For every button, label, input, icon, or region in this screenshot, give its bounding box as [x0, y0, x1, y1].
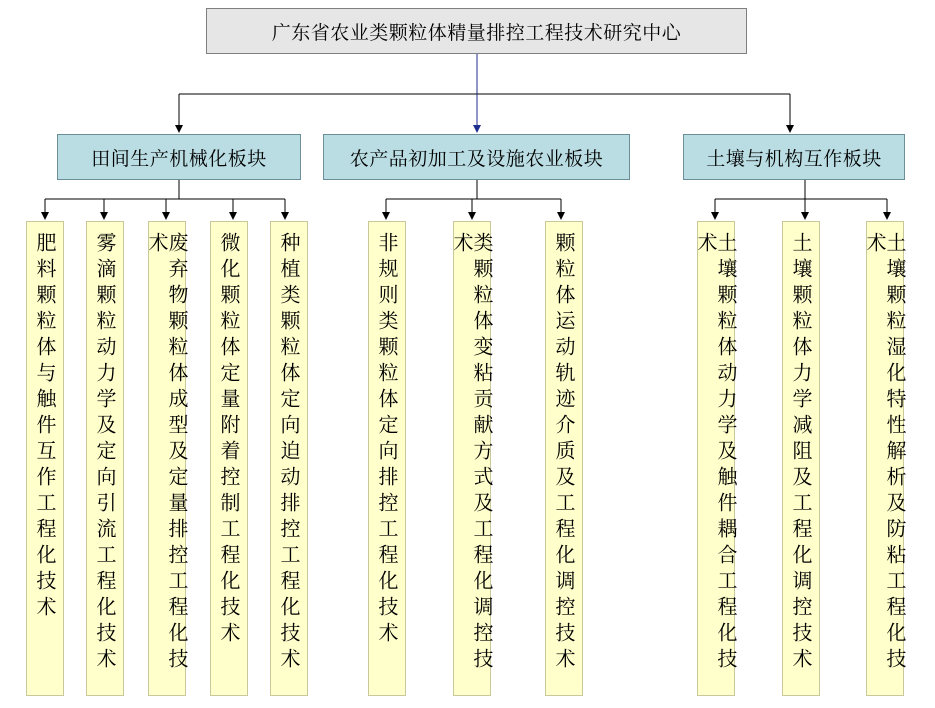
leaf-node: [86, 221, 124, 696]
leaf-label: 非规则类颗粒体定向排控工程化技术: [375, 232, 399, 648]
leaf-label: 种植类颗粒体定向迫动排控工程化技术: [277, 232, 301, 674]
leaf-label: 土壤颗粒湿化特性解析及防粘工程化技术: [863, 232, 907, 674]
leaf-node: [782, 221, 820, 696]
leaf-label: 类颗粒体变粘贡献方式及工程化调控技术: [450, 232, 494, 674]
leaf-node: [210, 221, 248, 696]
leaf-node: [694, 221, 738, 696]
leaf-label: 微化颗粒体定量附着控制工程化技术: [217, 232, 241, 648]
leaf-node: [368, 221, 406, 696]
leaf-node: [450, 221, 494, 696]
leaf-label: 废弃物颗粒体成型及定量排控工程化技术: [145, 232, 189, 674]
leaf-node: [863, 221, 907, 696]
sector-label: 农产品初加工及设施农业板块: [349, 147, 604, 170]
root-title: 广东省农业类颗粒体精量排控工程技术研究中心: [271, 21, 682, 44]
leaf-label: 雾滴颗粒动力学及定向引流工程化技术: [93, 232, 117, 674]
root-node: [206, 8, 747, 54]
sector-node-field-mechanization: [57, 134, 301, 180]
leaf-label: 土壤颗粒体力学减阻及工程化调控技术: [789, 232, 813, 674]
sector-node-primary-processing: [323, 134, 630, 180]
leaf-label: 颗粒体运动轨迹介质及工程化调控技术: [552, 232, 576, 674]
leaf-node: [270, 221, 308, 696]
leaf-node: [545, 221, 583, 696]
leaf-node: [145, 221, 189, 696]
leaf-label: 土壤颗粒体动力学及触件耦合工程化技术: [694, 232, 738, 674]
leaf-label: 肥料颗粒体与触件互作工程化技术: [33, 232, 57, 622]
leaf-node: [26, 221, 64, 696]
sector-label: 土壤与机构互作板块: [706, 147, 882, 170]
sector-node-soil-interaction: [683, 134, 905, 180]
sector-label: 田间生产机械化板块: [91, 147, 267, 170]
